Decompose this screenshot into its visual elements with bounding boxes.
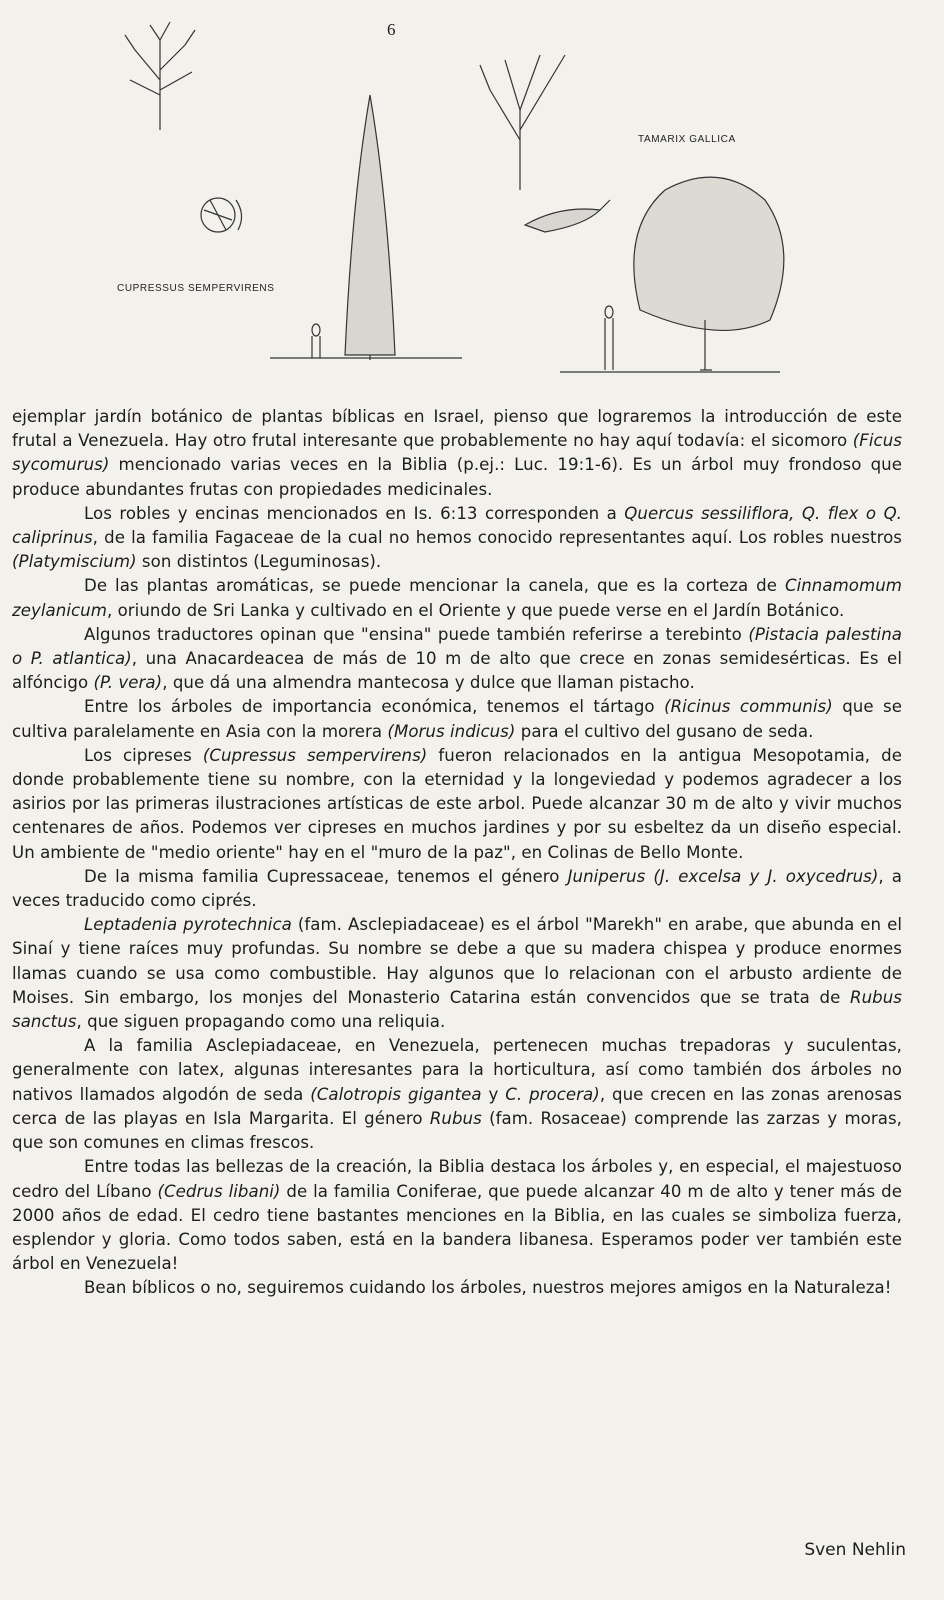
paragraph bbox=[12, 913, 902, 1034]
text-span: (fam. Rosaceae) comprende las zarzas y moras, que son comunes en climas frescos. bbox=[12, 1108, 902, 1153]
paragraph bbox=[12, 502, 902, 575]
paragraph bbox=[12, 695, 902, 743]
scientific-name: (Ricinus communis) bbox=[664, 697, 833, 717]
botanical-illustrations bbox=[0, 0, 944, 400]
text-span: , una Anacardeacea de más de 10 m de alto que crece en zonas semidesérticas. Es el alfóncigo bbox=[12, 649, 902, 693]
paragraph bbox=[12, 574, 902, 622]
text-span: , que dá una almendra mantecosa y dulce que llaman pistacho. bbox=[162, 673, 695, 693]
paragraph bbox=[12, 865, 902, 913]
human-scale-figure bbox=[312, 324, 320, 358]
scientific-name: Rubus bbox=[429, 1108, 482, 1128]
tamarix-branch-tree-illustration bbox=[480, 55, 565, 190]
caption-cupressus: CUPRESSUS SEMPERVIRENS bbox=[117, 283, 275, 294]
paragraph bbox=[12, 1155, 902, 1276]
bare-tree-illustration bbox=[125, 22, 195, 130]
text-span: y bbox=[481, 1084, 506, 1104]
text-span: , oriundo de Sri Lanka y cultivado en el Oriente y que puede verse en el Jardín Botánico. bbox=[106, 600, 845, 620]
text-span: Los robles y encinas mencionados en Is. 6:13 corresponden a bbox=[84, 503, 625, 523]
text-span: A la familia Asclepiadaceae, en Venezuela, pertenecen muchas trepadoras y suculentas, generalmente con latex, algunas interesantes para la horticultura, así como también dos árboles no nativos llamados algodón de seda bbox=[12, 1036, 902, 1104]
tamarix-twig-illustration bbox=[525, 200, 610, 232]
text-span: ejemplar jardín botánico de plantas bíblicas en Israel, pienso que lograremos la introducción de este frutal a Venezuela. Hay otro frutal interesante que probablemente no hay aquí todavía: el sicomoro bbox=[12, 407, 902, 451]
text-span: Los cipreses bbox=[84, 745, 203, 765]
scientific-name: Cinnamomum zeylanicum bbox=[12, 576, 902, 620]
author-signature: Sven Nehlin bbox=[804, 1540, 906, 1560]
text-span: que se cultiva paralelamente en Asia con la morera bbox=[12, 697, 902, 741]
text-span: Entre todas las bellezas de la creación, la Biblia destaca los árboles y, en especial, el majestuoso cedro del Líbano bbox=[12, 1157, 902, 1201]
scientific-name: (Morus indicus) bbox=[387, 721, 516, 741]
text-span: son distintos (Leguminosas). bbox=[136, 552, 382, 572]
scientific-name: (Cupressus sempervirens) bbox=[202, 745, 428, 765]
text-span: , de la familia Fagaceae de la cual no hemos conocido representantes aquí. Los robles nuestros bbox=[92, 528, 902, 548]
text-span: (fam. Asclepiadaceae) es el árbol "Marekh" en arabe, que abunda en el Sinaí y tiene raíces muy profundas. Su nombre se debe a que su madera chispea y produce enormes llamas cuando se usa como combustible. Hay algunos que lo relacionan con el arbusto ardiente de Moises. Sin embargo, los monjes del Monasterio Catarina están convencidos que se trata de bbox=[12, 915, 902, 1007]
human-scale-figure-2 bbox=[605, 306, 613, 370]
tamarix-tree-illustration bbox=[634, 177, 784, 370]
text-span: , que siguen propagando como una reliquia. bbox=[76, 1012, 446, 1032]
caption-tamarix: TAMARIX GALLICA bbox=[638, 134, 736, 145]
text-span: Bean bíblicos o no, seguiremos cuidando los árboles, nuestros mejores amigos en la Naturaleza! bbox=[84, 1278, 892, 1298]
cypress-cone-illustration bbox=[201, 198, 242, 232]
paragraph bbox=[12, 405, 902, 502]
text-span: para el cultivo del gusano de seda. bbox=[515, 721, 814, 741]
paragraph bbox=[12, 744, 902, 865]
scientific-name: Rubus sanctus bbox=[12, 987, 902, 1032]
scientific-name: (Calotropis gigantea bbox=[310, 1084, 482, 1104]
scientific-name: Juniperus (J. excelsa y J. oxycedrus) bbox=[567, 866, 879, 886]
scientific-name: C. procera) bbox=[505, 1084, 600, 1104]
text-span: De las plantas aromáticas, se puede mencionar la canela, que es la corteza de bbox=[84, 576, 785, 596]
scientific-name: (Pistacia palestina o P. atlantica) bbox=[12, 624, 902, 669]
text-span: , que crecen en las zonas arenosas cerca de las playas en Isla Margarita. El género bbox=[12, 1084, 902, 1128]
paragraph bbox=[12, 623, 902, 696]
text-span: fueron relacionados en la antigua Mesopotamia, de donde probablemente tiene su nombre, con la eternidad y la longeviedad y podemos agradecer a los asirios por las primeras ilustraciones artísticas de este arbol. Puede alcanzar 30 m de alto y vivir muchos centenares de años. Podemos ver cipreses en muchos jardines y por su esbeltez da un diseño especial. Un ambiente de "medio oriente" hay en el "muro de la paz", en Colinas de Bello Monte. bbox=[12, 745, 902, 862]
scientific-name: (Cedrus libani) bbox=[157, 1181, 281, 1201]
cypress-tree-illustration bbox=[345, 95, 395, 360]
text-span: de la familia Coniferae, que puede alcanzar 40 m de alto y tener más de 2000 años de edad. El cedro tiene bastantes menciones en la Biblia, en las cuales se simboliza fuerza, esplendor y gloria. Como todos saben, está en la bandera libanesa. Esperamos poder ver también este árbol en Venezuela! bbox=[12, 1181, 902, 1274]
scientific-name: (P. vera) bbox=[93, 673, 163, 693]
text-span: De la misma familia Cupressaceae, tenemos el género bbox=[84, 866, 568, 886]
text-span: , a veces traducido como ciprés. bbox=[12, 866, 902, 911]
scientific-name: Quercus sessiliflora, Q. flex o Q. caliprinus bbox=[12, 503, 903, 548]
paragraph bbox=[12, 1276, 902, 1300]
page-number: 6 bbox=[387, 20, 396, 39]
scientific-name: (Platymiscium) bbox=[12, 552, 137, 572]
text-span: Entre los árboles de importancia económica, tenemos el tártago bbox=[84, 697, 665, 717]
text-span: Algunos traductores opinan que "ensina" puede también referirse a terebinto bbox=[84, 624, 749, 644]
scientific-name: (Ficus sycomurus) bbox=[12, 431, 902, 475]
paragraph bbox=[12, 1034, 902, 1155]
text-span: mencionado varias veces en la Biblia (p.ej.: Luc. 19:1-6). Es un árbol muy frondoso que produce abundantes frutas con propiedades medicinales. bbox=[12, 455, 902, 499]
article-body bbox=[12, 405, 902, 1301]
scientific-name: Leptadenia pyrotechnica bbox=[84, 915, 292, 935]
